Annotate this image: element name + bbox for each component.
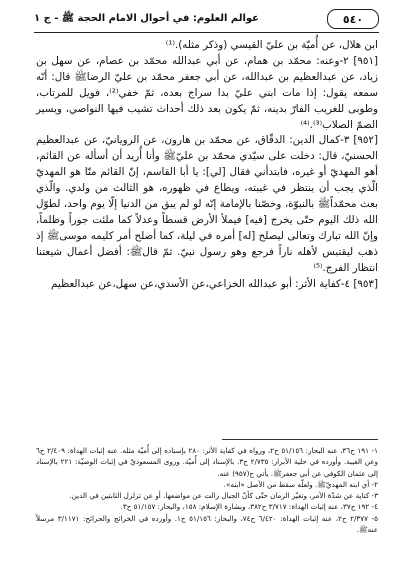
footnote-3: ٣- كناية عن شدّة الأمر، وتغيّر الزمان حتّى كأنّ الجبال زالت عن مواضعها. أو عن تزلزل الثابتين في الدين. [69, 491, 378, 501]
running-title: عوالم العلوم: في أحوال الامام الحجة ﷺ - ج ١ [34, 13, 259, 24]
page-number: ٥٤٠ [327, 9, 379, 29]
footnote-4: ٤- ١٩٢ ح٣٧، عنه إثبات الهداة: ٣/٧١٧ ح٣٨٢، وبشارة الإسلام: ١٥٨، والبحار: ٥١/١٥٧ ح٣. [120, 502, 378, 512]
footnote-5: ٥- ٢/٣٧٧ ح٢، عنه إثبات الهداة: ٦/٤٢٠ ح٧٤، والبحار: ٥١/١٥٦ ح١. وأورده في الخرائج والجرائح: ٣/١١٧١ مرسلاً عنهﷺ. [36, 513, 378, 535]
footnote-divider [222, 439, 378, 440]
paragraph-continuation: ابن هلال، عن أُميّة بن عليّ القيسي (وذكر مثله).⁽¹⁾ [165, 39, 378, 51]
hadith-951: [٩٥١] ٢-وعنه: محمّد بن همام، عن أبي عبدالله محمّد بن عصام، عن سهل بن زياد، عن عبدالعظيم بن عبدالله، عن أبي جعفر محمّد بن عليّ الرضاﷺ قال: أنّه سمعه يقول: إذا مات ابني عليّ بدا سراج بعده، ثمّ خفي⁽²⁾، فويل للمرتاب، وطوبى للغريب الفارّ بدينه، ثمّ يكون بعد ذلك أحداث تشيب فيها النواصي، ويسير الصمّ الصلاب⁽³⁾.⁽⁴⁾ [36, 54, 379, 131]
hadith-952: [٩٥٢] ٣-كمال الدين: الدقّاق، عن محمّد بن هارون، عن الرويانيّ، عن عبدالعظيم الحسنيّ، قال: دخلت على سيّدي محمّد بن عليّﷺ وأنا أُريد أن أسأله عن القائم، أهو المهديّ أو غيره، فابتدأني فقال [لي]: يا أبا القاسم، إنّ القائم منّا هو المهديّ الّذي يجب أن ينتظر في غيبته، ويطاع في ظهوره، هو الثالث من ولدي. والّذي بعث محمّداًﷺ بالنبوّة، وخصّنا بالإمامة إنّه لو لم يبق من الدنيا إلّا يوم واحد، لطوّل الله ذلك اليوم حتّى يخرج [فيه] فيملأ الأرض قسطاً وعدلاً كما ملئت جوراً وظلماً، وإنّ الله تبارك وتعالى ليصلح [له] أمره في ليلة، كما أصلح أمر كليمه موسىﷺ إذ ذهب ليقتبس لأهله ناراً فرجع وهو رسول نبيّ. ثمّ قالﷺ: أفضل أعمال شيعتنا انتظار الفرج.⁽⁵⁾ [36, 134, 378, 274]
page-header [34, 8, 379, 30]
footnote-2: ٢- أي ابنه المهديّﷺ. ولعلّه سقط من الأصل «ابنه». [223, 479, 378, 489]
footnote-1: ١- ١٩١ ح٣٦، عنه البحار: ٥١/١٥٦ ح٢، ورواه في كفاية الأثر: ٢٨٠ بإسناده إلى أُميّة مثله. عنه إثبات الهداة: ٢/٤٠٩ ح٦ وعن الغيبة. وأورده في حلية الأبرار: ٢/٧٣٥ ح٣. بالإسناد إلى أُميّة. وروى المسعوديّ في إثبات الوصيّة: ٢٢١ بالإسناد إلى عثمان الكوفي عن أبي جعفرﷺ. يأتي ح(٩٥٧) عنه. [36, 446, 379, 478]
header-divider [34, 32, 379, 33]
footnotes [36, 445, 378, 535]
main-text [36, 38, 378, 293]
hadith-953: [٩٥٣] ٤-كفاية الأثر: أبو عبدالله الخزاعي،عن الأسدي،عن سهل،عن عبدالعظيم [51, 277, 378, 290]
